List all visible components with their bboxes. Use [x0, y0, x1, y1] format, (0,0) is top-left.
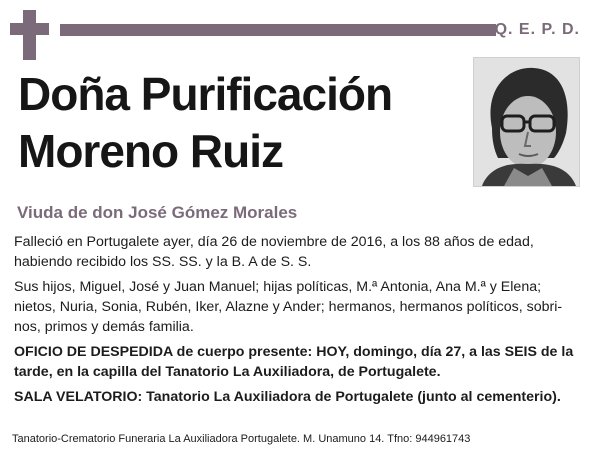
header-band — [60, 24, 496, 36]
portrait-photo — [473, 57, 580, 187]
death-announcement: Falleció en Portugalete ayer, día 26 de noviembre de 2016, a los 88 años de edad, habiendo recibido los SS. SS. y la B. A de S. S. — [14, 234, 534, 270]
qepd-label: Q. E. P. D. — [494, 21, 580, 38]
family-list: Sus hijos, Miguel, José y Juan Manuel; hijas políticas, M.ª Antonia, Ana M.ª y Elena; nietos, Nuria, Sonia, Rubén, Iker, Alazne y Ander; hermanos, hermanos políticos, sobrinos, primos y demás familia. — [14, 279, 563, 335]
name-line-1: Doña Purificación — [18, 68, 393, 120]
funeral-home-footer: Tanatorio-Crematorio Funeraria La Auxiliadora Portugalete. M. Unamuno 14. Tfno: 944961743 — [12, 433, 471, 445]
deceased-name — [18, 66, 392, 180]
name-line-2: Moreno Ruiz — [18, 125, 283, 177]
cross-icon — [10, 10, 49, 60]
widow-subtitle: Viuda de don José Gómez Morales — [17, 203, 298, 222]
obituary-body — [14, 232, 584, 412]
wake-room: SALA VELATORIO: Tanatorio La Auxiliadora de Portugalete (junto al cementerio). — [14, 389, 561, 405]
service-details: OFICIO DE DESPEDIDA de cuerpo presente: HOY, domingo, día 27, a las SEIS de la tarde, en la capilla del Tanatorio La Auxiliadora, de Portugalete. — [14, 344, 574, 380]
